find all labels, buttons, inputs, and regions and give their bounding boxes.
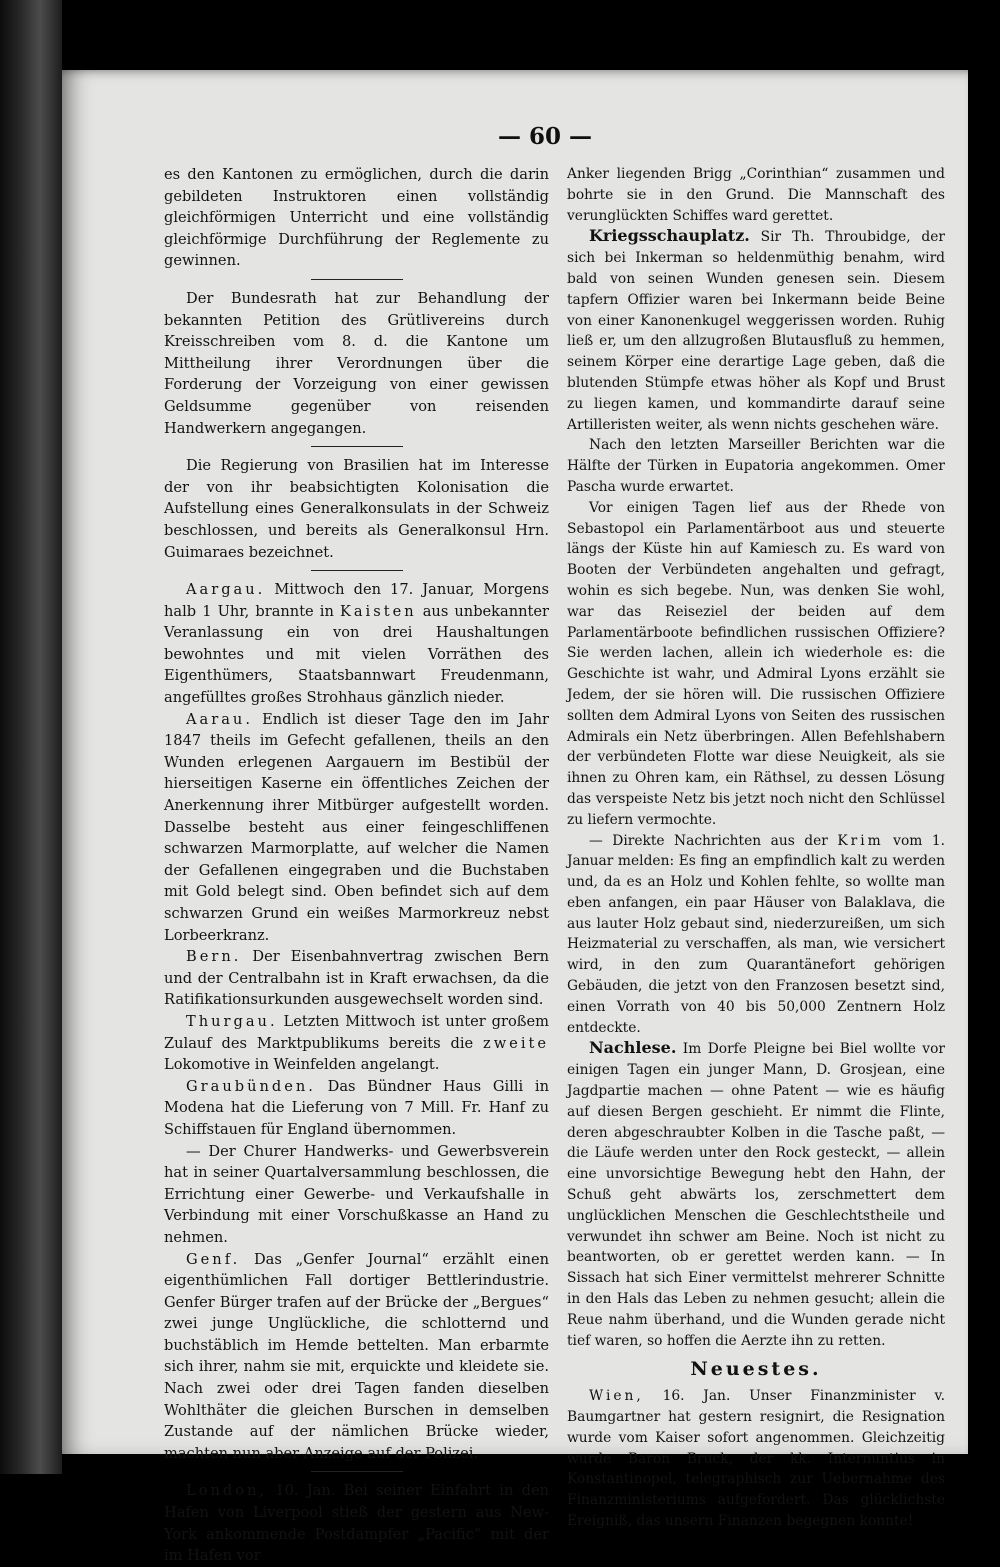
place-london: London, [186,1482,268,1500]
article-brasilien: Die Regierung von Brasilien hat im Interesse der von ihr beabsichtigten Kolonisation die Aufstellung eines Generalkonsulats in der Schweiz beschlossen, und bereits als Generalkonsul Hrn. Guimaraes bezeichnet. [164,457,549,561]
article-chur: — Der Churer Handwerks- und Gewerbsverein hat in seiner Quartalversammlung beschlossen, die Errichtung einer Gewerbe- und Verkaufshalle in Verbindung mit einer Vorschußkasse an Hand zu nehmen. [164,1142,549,1246]
article-aargau: Aargau. Mittwoch den 17. Januar, Morgens halb 1 Uhr, brannte in Kaisten aus unbekannter Veranlassung ein von drei Haushaltungen bewohntes und mit vielen Vorräthen des Eigenthümers, Staatsbannwart Freudenmann, angefülltes großes Strohhaus gänzlich nieder. [164,581,549,707]
place-krim: Krim [837,832,884,849]
article-krim: — Direkte Nachrichten aus der Krim vom 1. Januar melden: Es fing an empfindlich kalt zu werden und, da es an Holz und Kohlen fehlte, so wollte man eben anfangen, ein paar Häuser von Balaklava, die aus lauter Holz gebaut sind, niederzureißen, um sich Heizmaterial zu verschaffen, als man, wie versichert wird, in den zum Quarantänefort gehörigen Gebäuden, die jetzt von den Franzosen besetzt sind, einen Vorrath von 40 bis 50,000 Zentnern Holz entdeckte. [567,832,945,1036]
place-aargau: Aargau. [186,581,266,599]
article-aarau: Aarau. Endlich ist dieser Tage den im Jahr 1847 theils im Gefecht gefallenen, theils an den Wunden erlegenen Aargauern im Bestibül der hierseitigen Kaserne ein öffentliches Zeichen der Anerkennung ihrer Mitbürger aufgestellt worden. Dasselbe besteht aus einer feingeschliffenen schwarzen Marmorplatte, auf welcher die Namen der Gefallenen eingegraben und die Buchstaben mit Gold belegt sind. Oben befindet sich auf dem schwarzen Grund ein weißes Marmorkreuz nebst Lorbeerkranz. [164,710,549,944]
right-column [567,164,945,1532]
newspaper-page [62,70,968,1565]
article-marseille: Nach den letzten Marseiller Berichten war die Hälfte der Türken in Eupatoria angekommen. Omer Pascha wurde erwartet. [567,437,945,495]
article-london: London, 10. Jan. Bei seiner Einfahrt in den Hafen von Liverpool stieß der gestern aus New-York ankommende Postdampfer „Pacific“ mit der im Hafen vor [164,1482,549,1565]
page-number: — 60 — [497,123,593,150]
article-genf: Genf. Das „Genfer Journal“ erzählt einen eigenthümlichen Fall dortiger Bettlerindustrie. Genfer Bürger trafen auf der Brücke der „Bergues“ zwei junge Unglückliche, die schlotternd und buchstäblich im Hemde bettelten. Man erbarmte sich ihrer, nahm sie mit, erquickte und kleidete sie. Nach zwei oder drei Tagen fanden dieselben Wohlthäter die gleichen Burschen in demselben Zustande auf der nämlichen Brücke wieder, machten nun aber Anzeige auf der Polizei. [164,1250,549,1462]
section-title-nachlese: Nachlese. [589,1038,677,1058]
place-genf: Genf. [186,1250,241,1268]
article-thurgau: Thurgau. Letzten Mittwoch ist unter großem Zulauf des Marktpublikums bereits die zweite Lokomotive in Weinfelden angelangt. [164,1012,549,1074]
article-sebastopol: Vor einigen Tagen lief aus der Rhede von Sebastopol ein Parlamentärboot aus und steuerte längs der Küste hin auf Kamiesch zu. Es ward von Booten der Verbündeten angehalten und gefragt, wohin es sich begebe. Nun, was denken Sie wohl, war das Reiseziel der beiden auf dem Parlamentärboote befindlichen russischen Offiziere? Sie werden lachen, allein ich wiederhole es: die Geschichte ist wahr, und Admiral Lyons erzählt sie Jedem, der sie hören will. Die russischen Offiziere sollten dem Admiral Lyons von Seiten des russischen Admirals ein Netz überbringen. Allen Befehlshabern der verbündeten Flotte war diese Neuigkeit, als sie ihnen zu Ohren kam, ein Räthsel, zu dessen Lösung das verspeiste Netz bis jetzt noch nicht den Schlüssel zu liefern vermochte. [567,499,945,828]
article-graubuenden: Graubünden. Das Bündner Haus Gilli in Modena hat die Lieferung von 7 Mill. Fr. Hanf zu Schiffstauen für England übernommen. [164,1077,549,1138]
article-bern: Bern. Der Eisenbahnvertrag zwischen Bern und der Centralbahn ist in Kraft erwachsen, da die Ratifikationsurkunden ausgewechselt worden sind. [164,948,549,1009]
book-spine-edge [0,0,62,1474]
emphasis-zweite: zweite [483,1034,549,1052]
divider [311,1471,403,1472]
article-bundesrath: Der Bundesrath hat zur Behandlung der bekannten Petition des Grütlivereins durch Kreisschreiben vom 8. d. die Kantone um Mittheilung ihrer Verordnungen über die Forderung der Vorzeigung von einer gewissen Geldsumme gegenüber von reisenden Handwerkern angegangen. [164,289,549,437]
article-nachlese: Nachlese. Im Dorfe Pleigne bei Biel wollte vor einigen Tagen ein junger Mann, D. Grosjean, eine Jagdpartie machen — ohne Patent — wie es häufig auf diesen Bergen geschieht. Er nimmt die Flinte, deren abgeschraubter Kolben in die Tasche paßt, — die Läufe werden unter den Rock gesteckt, — allein eine unvorsichtige Bewegung hebt den Hahn, der Schuß geht abwärts los, zerschmettert dem unglücklichen Menschen die Geschlechtstheile und verwundet ihn schwer am Beine. Noch ist nicht zu beantworten, ob er gerettet werden kann. — In Sissach hat sich Einer vermittelst mehrerer Schnitte in den Hals das Leben zu nehmen gesucht; allein die Reue nahm überhand, und die Wunden gerade nicht tief waren, so hoffen die Aerzte ihn zu retten. [567,1038,945,1349]
article-london-continued: Anker liegenden Brigg „Corinthian“ zusammen und bohrte sie in den Grund. Die Mannschaft des verunglückten Schiffes ward gerettet. [567,166,945,224]
article-instruction-end: es den Kantonen zu ermöglichen, durch die darin gebildeten Instruktoren einen vollständig gleichförmigen Unterricht und eine vollständig gleichförmige Durchführung der Reglemente zu gewinnen. [164,166,549,270]
article-wien: Wien, 16. Jan. Unser Finanzminister v. Baumgartner hat gestern resignirt, die Resignation wurde vom Kaiser sofort angenommen. Gleichzeitig wurde Baron Bruck, der kk. Internuntius in Konstantinopel, telegraphisch zur Uebernahme des Finanzministeriums aufgefordert. Das glücklichste Ereigniß, das unsern Finanzen begegnen konnte! [567,1388,945,1529]
section-heading-neuestes: Neuestes. [690,1358,822,1381]
left-column [164,164,549,1567]
divider [311,446,403,447]
place-thurgau: Thurgau. [186,1012,278,1030]
article-kriegsschauplatz: Kriegsschauplatz. Sir Th. Throubidge, der sich bei Inkerman so heldenmüthig benahm, wird bald von seinen Wunden genesen sein. Diesem tapfern Offizier waren bei Inkermann beide Beine von einer Kanonenkugel weggerissen worden. Ruhig ließ er, um den allzugroßen Blutausfluß zu hemmen, seinem Körper eine derartige Lage geben, daß die blutenden Stümpfe etwas höher als Kopf und Brust zu liegen kamen, und kommandirte darauf seine Artilleristen weiter, als wenn nichts geschehen wäre. [567,226,945,433]
divider [311,279,403,280]
divider [311,570,403,571]
place-aarau: Aarau. [186,710,253,728]
place-bern: Bern. [186,948,242,966]
place-kaisten: Kaisten [339,602,417,620]
place-wien: Wien, [589,1388,644,1405]
place-graubuenden: Graubünden. [186,1077,316,1095]
section-title-kriegsschauplatz: Kriegsschauplatz. [589,226,750,246]
